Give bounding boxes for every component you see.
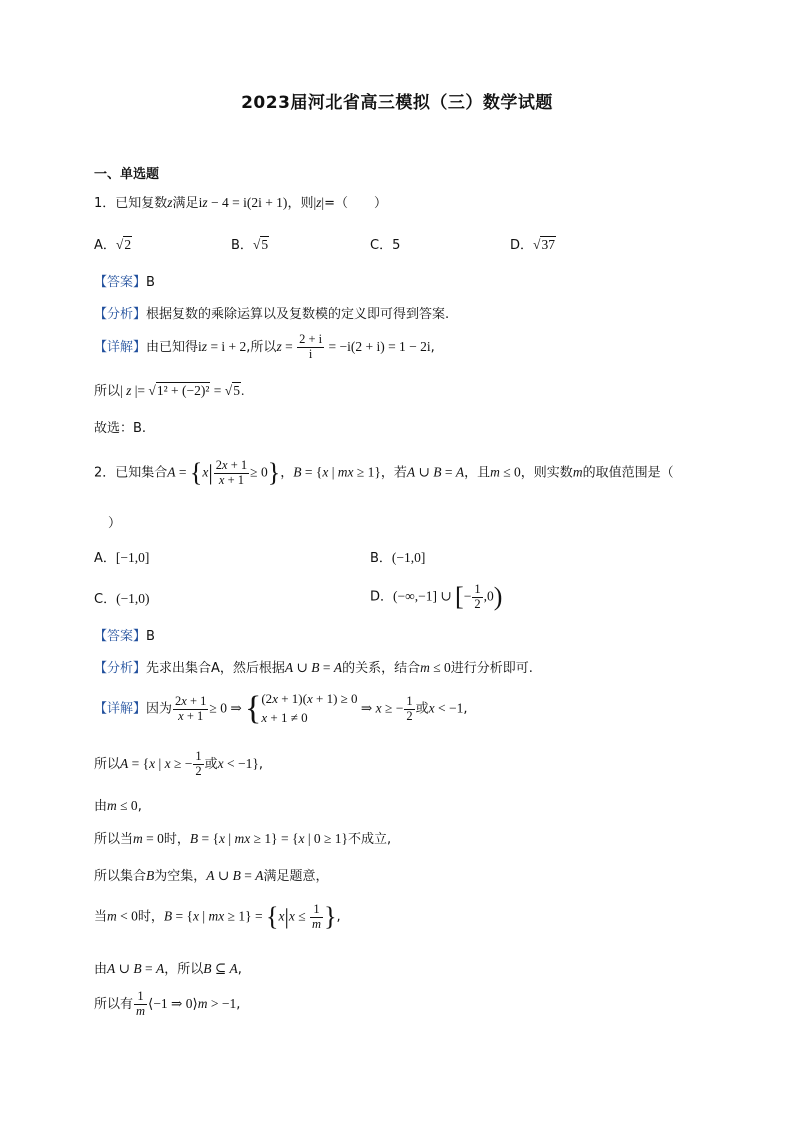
question-2-detail: 【详解】因为 $\frac{2x + 1}{x + 1}$ ≥ 0 ⇒ {(2x + 1)(x + 1) ≥ 0 x + 1 ≠ 0 ⇒ x ≥ − $\frac{1}{2}$ 或x < −1, (94, 690, 468, 727)
question-2-option-d: D．(−∞,−1] ∪ [− $\frac{1}{2}$ ,0) (370, 581, 503, 611)
question-2-option-c: C．(−1,0) (94, 591, 150, 607)
question-2-option-b: B．(−1,0] (370, 550, 426, 566)
question-2-option-a: A．[−1,0] (94, 550, 150, 566)
question-2-m-condition: 由m ≤ 0, (94, 798, 142, 814)
question-1-option-b: B．√5 (231, 237, 269, 253)
question-2-final-step: 所以有 $\frac{1}{m}$ ⟨−1 ⇒ 0⟩m > −1, (94, 989, 241, 1018)
question-1-analysis: 【分析】根据复数的乘除运算以及复数模的定义即可得到答案. (94, 307, 450, 322)
question-1-option-d: D．√37 (510, 237, 555, 253)
question-2-answer: 【答案】B (94, 629, 155, 644)
question-2-case-m-negative: 当m < 0时，B = {x | mx ≥ 1} = {x|x ≤ $\frac{1}{m}$ }, (94, 901, 341, 931)
question-2-case-m-zero: 所以当m = 0时，B = {x | mx ≥ 1} = {x | 0 ≥ 1}不成立, (94, 831, 392, 847)
question-2-analysis: 【分析】先求出集合A，然后根据A ∪ B = A的关系，结合m ≤ 0进行分析即可. (94, 660, 533, 676)
question-1-answer: 【答案】B (94, 275, 155, 290)
section-heading: 一、单选题 (94, 167, 160, 182)
question-2-subset: 由A ∪ B = A，所以B ⊆ A, (94, 961, 242, 977)
question-1-modulus: 所以| z |= √1² + (−2)² = √5. (94, 383, 245, 399)
question-1-option-a: A．√2 (94, 237, 132, 253)
question-1-detail: 【详解】由已知得iz = i + 2,所以z = $\frac{2 + i}{i}$ = −i(2 + i) = 1 − 2i, (94, 332, 435, 361)
question-2-empty-set: 所以集合B为空集，A ∪ B = A满足题意， (94, 868, 329, 884)
document-title: 2023届河北省高三模拟（三）数学试题 (241, 93, 553, 113)
question-2-set-a: 所以A = {x | x ≥ − $\frac{1}{2}$ 或x < −1}, (94, 749, 263, 778)
question-1-conclusion: 故选：B. (94, 421, 147, 436)
question-1-stem: 1．已知复数z满足iz − 4 = i(2i + 1)，则|z|=（ ） (94, 195, 388, 211)
question-1-option-c: C．5 (370, 238, 401, 253)
question-2-stem: 2．已知集合A = {x| $\frac{2x + 1}{x + 1}$ ≥ 0}，B = {x | mx ≥ 1}，若A ∪ B = A，且m ≤ 0，则实数m的取值范围是（ (94, 457, 674, 487)
question-2-stem-wrap: ） (108, 516, 122, 531)
